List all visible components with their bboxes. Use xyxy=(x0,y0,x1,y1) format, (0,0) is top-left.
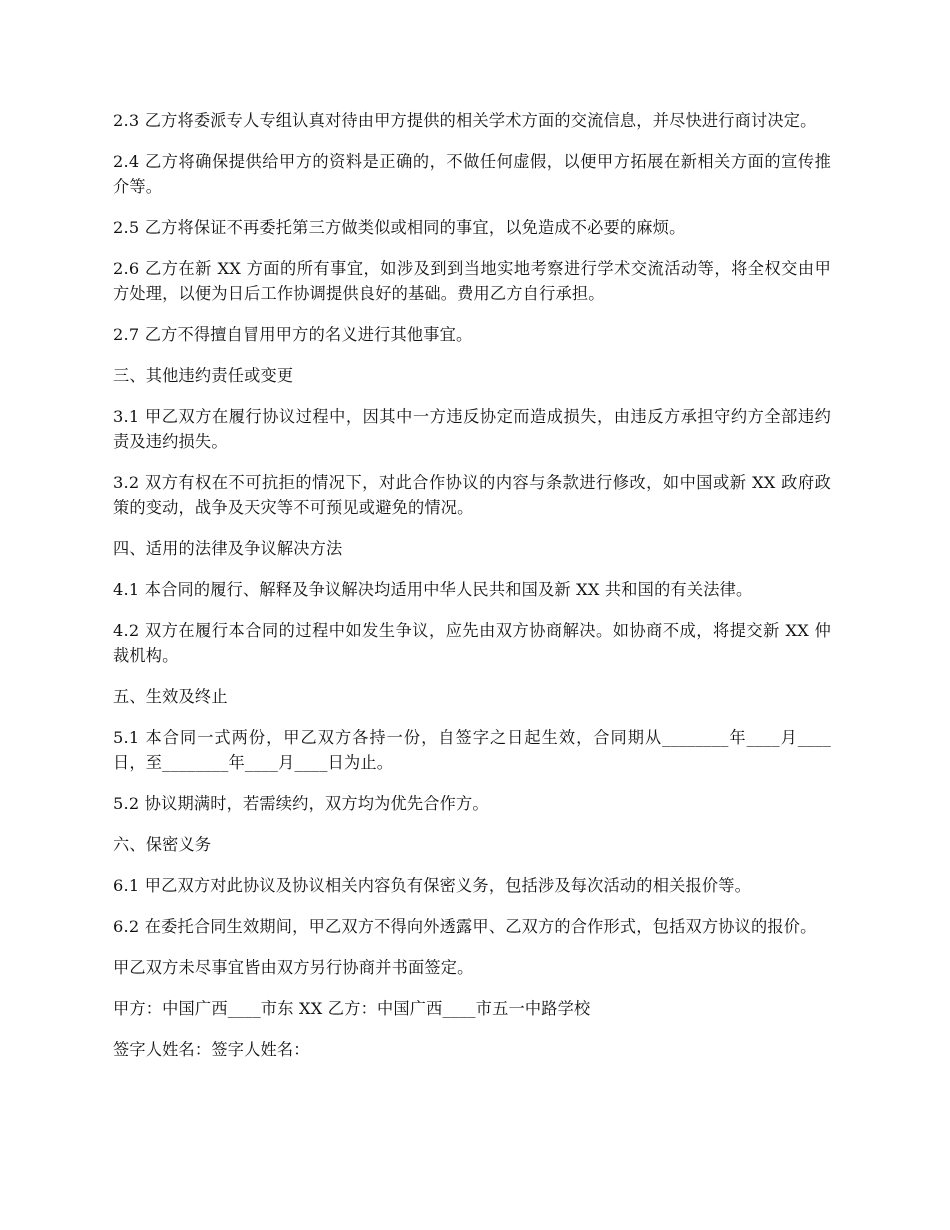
section-heading-6: 六、保密义务 xyxy=(113,835,212,854)
closing-statement: 甲乙双方未尽事宜皆由双方另行协商并书面签定。 xyxy=(113,958,474,977)
clause-6-1: 6.1 甲乙双方对此协议及协议相关内容负有保密义务，包括涉及每次活动的相关报价等。 xyxy=(113,876,752,895)
party-line: 甲方：中国广西____市东 XX 乙方：中国广西____市五一中路学校 xyxy=(113,999,591,1018)
section-heading-4: 四、适用的法律及争议解决方法 xyxy=(113,539,343,558)
section-heading-5: 五、生效及终止 xyxy=(113,687,228,706)
clause-5-1: 5.1 本合同一式两份，甲乙双方各持一份，自签字之日起生效，合同期从________年____月____日，至________年____月____日为止。 xyxy=(113,728,831,772)
clause-2-3: 2.3 乙方将委派专人专组认真对待由甲方提供的相关学术方面的交流信息，并尽快进行商讨决定。 xyxy=(113,111,817,130)
document-page xyxy=(113,108,831,1078)
clause-4-1: 4.1 本合同的履行、解释及争议解决均适用中华人民共和国及新 XX 共和国的有关法律。 xyxy=(113,580,753,599)
clause-2-4: 2.4 乙方将确保提供给甲方的资料是正确的，不做任何虚假，以便甲方拓展在新相关方面的宣传推介等。 xyxy=(113,152,831,196)
clause-6-2: 6.2 在委托合同生效期间，甲乙双方不得向外透露甲、乙双方的合作形式，包括双方协议的报价。 xyxy=(113,917,817,936)
clause-2-5: 2.5 乙方将保证不再委托第三方做类似或相同的事宜，以免造成不必要的麻烦。 xyxy=(113,218,686,237)
signatory-line: 签字人姓名：签字人姓名： xyxy=(113,1040,310,1059)
clause-2-6: 2.6 乙方在新 XX 方面的所有事宜，如涉及到到当地实地考察进行学术交流活动等，将全权交由甲方处理，以便为日后工作协调提供良好的基础。费用乙方自行承担。 xyxy=(113,259,831,303)
clause-3-1: 3.1 甲乙双方在履行协议过程中，因其中一方违反协定而造成损失，由违反方承担守约方全部违约责及违约损失。 xyxy=(113,407,831,451)
clause-3-2: 3.2 双方有权在不可抗拒的情况下，对此合作协议的内容与条款进行修改，如中国或新 XX 政府政策的变动，战争及天灾等不可预见或避免的情况。 xyxy=(113,473,831,517)
clause-5-2: 5.2 协议期满时，若需续约，双方均为优先合作方。 xyxy=(113,794,489,813)
clause-4-2: 4.2 双方在履行本合同的过程中如发生争议，应先由双方协商解决。如协商不成，将提交新 XX 仲裁机构。 xyxy=(113,621,831,665)
clause-2-7: 2.7 乙方不得擅自冒用甲方的名义进行其他事宜。 xyxy=(113,325,473,344)
section-heading-3: 三、其他违约责任或变更 xyxy=(113,366,294,385)
